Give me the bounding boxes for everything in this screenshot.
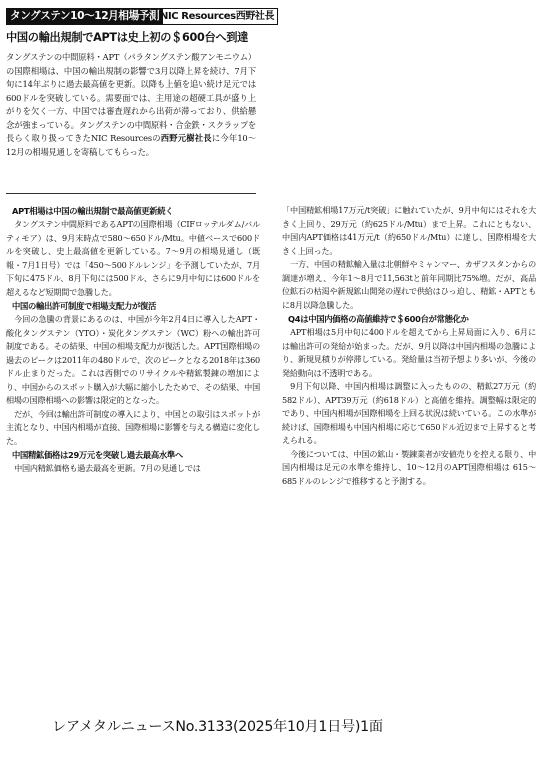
paragraph: 「中国精鉱相場17万元/t突破」に触れていたが、9月中旬にはそれを大きく上回り、29万元（約625ドル/Mtu）まで上昇。これにともない、中国内APT価格は41万元/t（約650ドル/Mtu）に達し、国際相場を大きく上回った。 bbox=[282, 205, 536, 256]
source-footer: レアメタルニュースNo.3133(2025年10月1日号)1面 bbox=[52, 719, 383, 735]
paragraph: 今回の急騰の背景にあるのは、中国が今年2月4日に導入したAPT・酸化タングステン（YTO）・炭化タングステン（WC）粉への輸出許可制度である。その結果、中国の相場支配力が復活した。APT国際相場の過去のピークは2011年の480ドルで、次のピークとなる2018年は360ドル止まりだった。これは西側でのリサイクルや精鉱製錬の増加により、中国からのスポット購入が大幅に縮小したためで、その結果、中国相場の国際相場への影響は限定的となった。 bbox=[6, 314, 260, 405]
paragraph: 今後については、中国の鉱山・製錬業者が安値売りを控える限り、中国内相場は足元の水準を維持し、10～12月のAPT国際相場は 615～685ドルのレンジで推移すると予測する。 bbox=[282, 448, 536, 486]
paragraph: 一方、中国の精鉱輸入量は北朝鮮やミャンマー、カザフスタンからの調達が増え、今年1～8月で11,563tと前年同期比75%増。だが、高品位鉱石の枯渇や新規鉱山開発の遅れで供給はひっ迫し、精鉱・APTともに8月以降急騰した。 bbox=[282, 259, 536, 310]
article-header bbox=[6, 8, 536, 25]
section-heading-3: 中国精鉱価格は29万元を突破し過去最高水準へ bbox=[12, 450, 183, 460]
headline: 中国の輸出規制でAPTは史上初の＄600台へ到達 bbox=[6, 31, 249, 44]
divider bbox=[6, 193, 256, 194]
section-heading-4: Q4は中国内価格の高値維持で＄600台が常態化か bbox=[288, 314, 469, 324]
paragraph: タングステン中間原料であるAPTの国際相場（CIFロッテルダム/バルティモア）は、9月末時点で580～650ドル/Mtu。中値ベースで600ドルを突破し、史上最高値を更新している。7～9月の相場見通し（既報・7月1日号）では「450～500ドルレンジ」を予測していたが、7月下旬に475ドル、8月下旬には500ドル、さらに9月中旬には600ドルを超えるなど短期間で急騰した。 bbox=[6, 219, 260, 297]
lead-text: タングステンの中間原料・APT（パラタングステン酸アンモニウム）の国際相場は、中国の輸出規制の影響で3月以降上昇を続け、7月下旬に14年ぶりに過去最高値を更新。以降も上値を追い続け足元では600ドルを突破している。需要面では、主用途の超硬工具が盛り上がりを欠く一方、中国では審査遅れから出荷が滞っており、供給懸念が強まっている。タングステンの中間原料・合金鉄・スクラップを長らく取り扱ってきたNIC Resourcesの bbox=[6, 52, 257, 143]
right-column bbox=[282, 204, 536, 488]
paragraph: APT相場は5月中旬に400ドルを超えてから上昇局面に入り、6月には輸出許可の発給が始まった。だが、9月以降は中国内相場の急騰により、新規見積りが停滞している。発給量は当初予想より多いが、今後の発給動向は不透明である。 bbox=[282, 327, 536, 378]
author-tag: NIC Resources西野社長 bbox=[156, 8, 278, 25]
lead-bold-name: 西野元樹社長 bbox=[160, 133, 212, 143]
paragraph: だが、今回は輸出許可制度の導入により、中国との取引はスポットが主流となり、中国内相場が直接、国際相場に影響を与える構造に変化した。 bbox=[6, 408, 260, 446]
left-column bbox=[6, 204, 260, 476]
lead-tail: に今年10～12月の相場見通しを寄稿してもらった。 bbox=[6, 133, 256, 157]
category-tag: タングステン10～12月相場予測 bbox=[6, 8, 163, 25]
paragraph: 9月下旬以降、中国内相場は調整に入ったものの、精鉱27万元（約582ドル）、APT39万元（約618ドル）と高値を維持。調整幅は限定的であり、中国内相場が国際相場を上回る状況は続いている。この水準が続けば、国際相場も中国内相場に応じて650ドル近辺まで上昇すると考えられる。 bbox=[282, 381, 536, 445]
section-heading-2: 中国の輸出許可制度で相場支配力が復活 bbox=[12, 301, 156, 311]
lead-paragraph bbox=[6, 51, 256, 159]
paragraph: 中国内精鉱価格も過去最高を更新。7月の見通しでは bbox=[14, 463, 201, 473]
section-heading-1: APT相場は中国の輸出規制で最高値更新続く bbox=[12, 206, 174, 216]
